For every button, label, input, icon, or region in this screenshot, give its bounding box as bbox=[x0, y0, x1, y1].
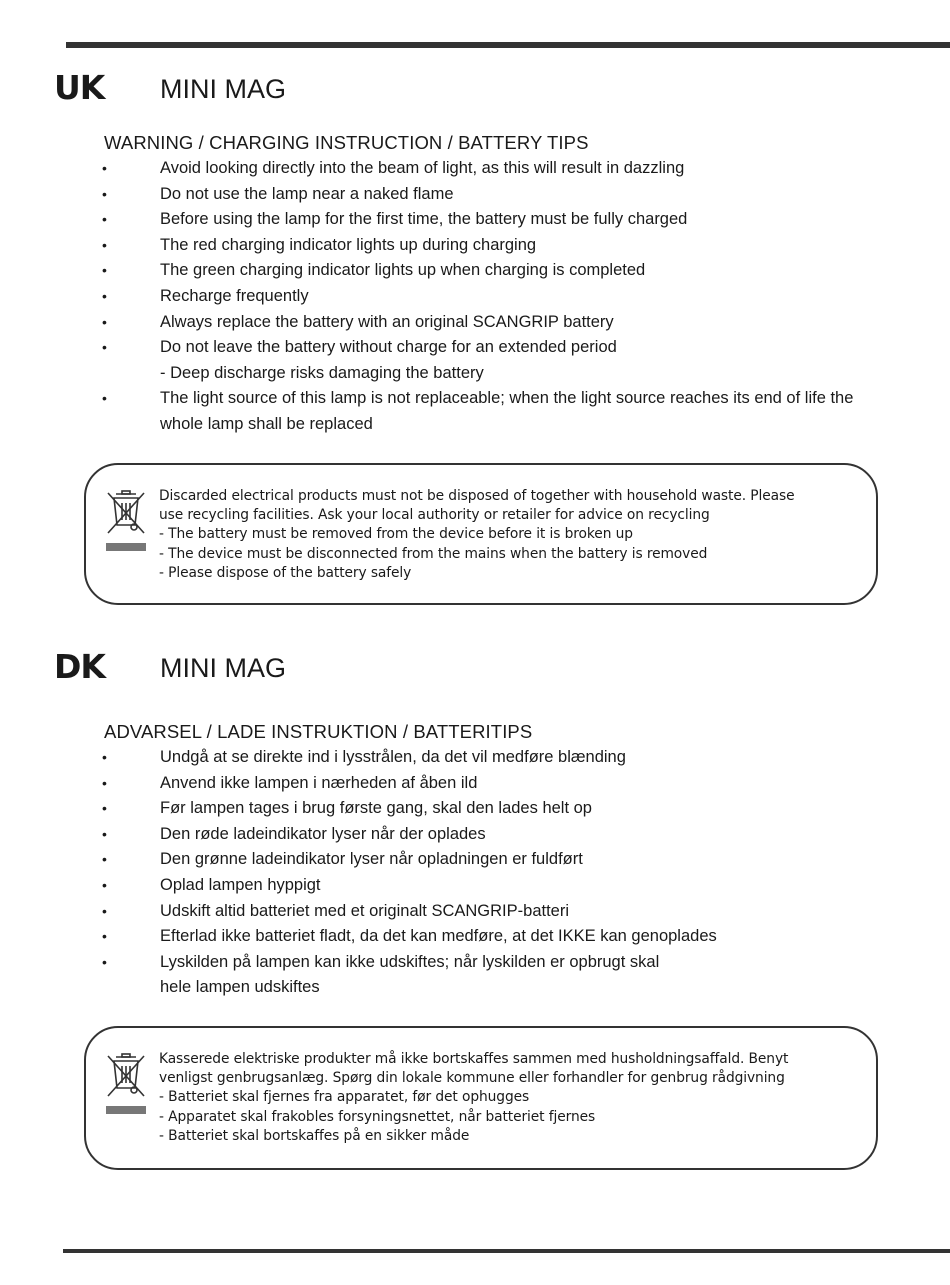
bullet: • bbox=[102, 313, 107, 330]
bullet: • bbox=[102, 902, 107, 919]
list-item: • Lyskilden på lampen kan ikke udskiftes; når lyskilden er opbrugt skal hele lampen udskiftes bbox=[0, 950, 950, 1001]
bullet: • bbox=[102, 287, 107, 304]
notice-line: venligst genbrugsanlæg. Spørg din lokale kommune eller forhandler for genbrug rådgivning bbox=[159, 1070, 785, 1087]
bullet: • bbox=[102, 851, 107, 868]
list-item: • Do not use the lamp near a naked flame bbox=[0, 182, 950, 208]
notice-line: Kasserede elektriske produkter må ikke bortskaffes sammen med husholdningsaffald. Benyt bbox=[159, 1051, 789, 1067]
notice-line: use recycling facilities. Ask your local authority or retailer for advice on recycling bbox=[159, 507, 710, 524]
disposal-notice-box bbox=[84, 463, 878, 605]
section-subtitle: WARNING / CHARGING INSTRUCTION / BATTERY TIPS bbox=[104, 132, 589, 153]
list-item: • Oplad lampen hyppigt bbox=[0, 873, 950, 899]
bullet: • bbox=[102, 800, 107, 817]
list-item: • Do not leave the battery without charge for an extended period - Deep discharge risks damaging the battery bbox=[0, 335, 950, 386]
instruction-list bbox=[0, 745, 950, 1001]
notice-line: - The battery must be removed from the device before it is broken up bbox=[159, 526, 633, 543]
list-subitem: hele lampen udskiftes bbox=[160, 978, 320, 997]
notice-line: - The device must be disconnected from the mains when the battery is removed bbox=[159, 545, 708, 562]
instruction-list bbox=[0, 156, 950, 438]
product-title: MINI MAG bbox=[160, 74, 286, 104]
list-item: • The light source of this lamp is not replaceable; when the light source reaches its end of life the whole lamp shall be replaced bbox=[0, 386, 950, 437]
list-item: • Den røde ladeindikator lyser når der oplades bbox=[0, 822, 950, 848]
bullet: • bbox=[102, 774, 107, 791]
notice-line: - Batteriet skal bortskaffes på en sikker måde bbox=[159, 1127, 470, 1144]
language-code: DK bbox=[54, 647, 105, 686]
list-item: • Før lampen tages i brug første gang, skal den lades helt op bbox=[0, 796, 950, 822]
list-item: • Always replace the battery with an original SCANGRIP battery bbox=[0, 310, 950, 336]
bullet: • bbox=[102, 390, 107, 407]
notice-line: - Please dispose of the battery safely bbox=[159, 564, 412, 581]
bottom-rule bbox=[63, 1249, 950, 1253]
language-code: UK bbox=[54, 68, 105, 107]
bullet: • bbox=[102, 928, 107, 945]
list-item: • Den grønne ladeindikator lyser når opladningen er fuldført bbox=[0, 847, 950, 873]
list-item: • Efterlad ikke batteriet fladt, da det kan medføre, at det IKKE kan genoplades bbox=[0, 924, 950, 950]
disposal-notice-text bbox=[159, 487, 859, 583]
disposal-notice-text bbox=[159, 1050, 859, 1146]
bullet: • bbox=[102, 185, 107, 202]
bullet: • bbox=[102, 749, 107, 765]
list-subitem: - Deep discharge risks damaging the battery bbox=[160, 363, 484, 382]
bullet: • bbox=[102, 160, 107, 176]
crossed-out-wheelie-bin-icon bbox=[104, 1052, 148, 1122]
bullet: • bbox=[102, 236, 107, 253]
notice-line: Discarded electrical products must not be disposed of together with household waste. Please bbox=[159, 488, 795, 504]
product-title: MINI MAG bbox=[160, 653, 286, 683]
bullet: • bbox=[102, 953, 107, 970]
list-item: • Avoid looking directly into the beam of light, as this will result in dazzling bbox=[0, 156, 950, 182]
list-item: • Udskift altid batteriet med et originalt SCANGRIP-batteri bbox=[0, 899, 950, 925]
list-item: • The green charging indicator lights up when charging is completed bbox=[0, 258, 950, 284]
list-item: • Undgå at se direkte ind i lysstrålen, da det vil medføre blænding bbox=[0, 745, 950, 771]
top-rule bbox=[66, 42, 950, 48]
list-item: • Recharge frequently bbox=[0, 284, 950, 310]
notice-line: - Apparatet skal frakobles forsyningsnettet, når batteriet fjernes bbox=[159, 1108, 596, 1125]
list-item: • The red charging indicator lights up during charging bbox=[0, 233, 950, 259]
list-item: • Anvend ikke lampen i nærheden af åben ild bbox=[0, 771, 950, 797]
crossed-out-wheelie-bin-icon bbox=[104, 489, 148, 559]
bullet: • bbox=[102, 339, 107, 356]
bullet: • bbox=[102, 211, 107, 228]
bullet: • bbox=[102, 262, 107, 279]
disposal-notice-box bbox=[84, 1026, 878, 1170]
bullet: • bbox=[102, 876, 107, 893]
bullet: • bbox=[102, 825, 107, 842]
notice-line: - Batteriet skal fjernes fra apparatet, før det ophugges bbox=[159, 1089, 530, 1106]
section-subtitle: ADVARSEL / LADE INSTRUKTION / BATTERITIPS bbox=[104, 721, 533, 742]
list-item: • Before using the lamp for the first time, the battery must be fully charged bbox=[0, 207, 950, 233]
